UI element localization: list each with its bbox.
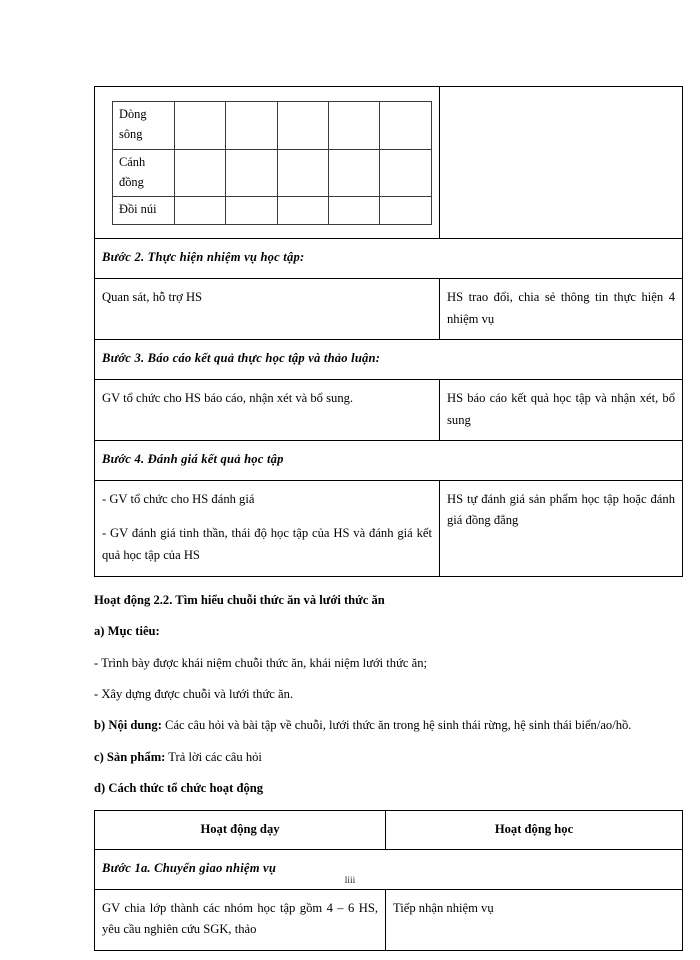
page-number: liii [344, 876, 356, 886]
grid-cell-empty[interactable] [174, 149, 225, 197]
table-row [113, 102, 432, 150]
student-activity-text: Tiếp nhận nhiệm vụ [393, 900, 494, 915]
product-text: Trả lời các câu hỏi [168, 749, 262, 764]
grid-cell-empty[interactable] [174, 197, 225, 225]
student-activity-cell-4 [440, 480, 683, 576]
grid-cell-empty[interactable] [380, 149, 432, 197]
teacher-activity-text: - GV tổ chức cho HS đánh giá [102, 491, 255, 506]
activity-steps-table-top [94, 86, 683, 577]
table-row [95, 889, 683, 950]
table-row [95, 340, 683, 380]
teacher-activity-cell-3 [95, 379, 440, 440]
habitat-label-hill: Đồi núi [113, 197, 175, 225]
step-heading-3: Bước 3. Báo cáo kết quả thực học tập và thảo luận: [95, 340, 683, 380]
activity-title: Hoạt động 2.2. Tìm hiểu chuỗi thức ăn và lưới thức ăn [94, 592, 385, 607]
nested-grid-cell [95, 87, 440, 239]
grid-cell-empty[interactable] [380, 197, 432, 225]
activity-section [94, 590, 652, 799]
teacher-activity-text: GV tổ chức cho HS báo cáo, nhận xét và bổ sung. [102, 390, 354, 405]
product-label: c) Sản phẩm: [94, 749, 166, 764]
teacher-activity-cell-4 [95, 480, 440, 576]
grid-cell-empty[interactable] [380, 102, 432, 150]
step-heading-4: Bước 4. Đánh giá kết quả học tập [95, 441, 683, 481]
column-header-teaching: Hoạt động dạy [95, 810, 386, 850]
habitat-grid-table [112, 101, 432, 225]
grid-cell-empty[interactable] [328, 149, 379, 197]
step-heading-1a: Bước 1a. Chuyển giao nhiệm vụ [95, 850, 683, 890]
column-header-learning: Hoạt động học [386, 810, 683, 850]
student-activity-cell-empty [440, 87, 683, 239]
organization-heading: d) Cách thức tổ chức hoạt động [94, 781, 264, 796]
table-row [95, 278, 683, 339]
page-content [94, 86, 675, 951]
grid-cell-empty[interactable] [277, 149, 328, 197]
table-row [95, 441, 683, 481]
table-row [95, 480, 683, 576]
content-paragraph [94, 715, 652, 735]
student-activity-cell-1a [386, 889, 683, 950]
student-activity-cell-3 [440, 379, 683, 440]
grid-cell-empty[interactable] [328, 197, 379, 225]
objective-item: - Xây dựng được chuỗi và lưới thức ăn. [94, 686, 294, 701]
step-heading-2: Bước 2. Thực hiện nhiệm vụ học tập: [95, 239, 683, 279]
habitat-label-field: Cánh đồng [113, 149, 175, 197]
table-row [95, 239, 683, 279]
grid-cell-empty[interactable] [226, 102, 277, 150]
teacher-activity-text: Quan sát, hỗ trợ HS [102, 289, 203, 304]
teacher-activity-cell-1a [95, 889, 386, 950]
teacher-activity-cell-2 [95, 278, 440, 339]
habitat-label-river: Dòng sông [113, 102, 175, 150]
table-row [95, 379, 683, 440]
table-row [113, 197, 432, 225]
student-activity-text: HS báo cáo kết quả học tập và nhận xét, bổ sung [447, 390, 675, 427]
grid-cell-empty[interactable] [277, 102, 328, 150]
product-paragraph [94, 747, 652, 767]
content-label: b) Nội dung: [94, 718, 162, 733]
grid-cell-empty[interactable] [328, 102, 379, 150]
teacher-activity-text: GV chia lớp thành các nhóm học tập gồm 4 – 6 HS, yêu cầu nghiên cứu SGK, thảo [102, 900, 378, 937]
student-activity-text: HS trao đổi, chia sẻ thông tin thực hiện 4 nhiệm vụ [447, 289, 675, 326]
grid-cell-empty[interactable] [226, 197, 277, 225]
table-row [95, 810, 683, 850]
table-row [113, 149, 432, 197]
content-text: Các câu hỏi và bài tập về chuỗi, lưới thức ăn trong hệ sinh thái rừng, hệ sinh thái biển/ao/hồ. [165, 718, 632, 733]
grid-cell-empty[interactable] [277, 197, 328, 225]
table-row [95, 87, 683, 239]
grid-cell-empty[interactable] [226, 149, 277, 197]
teacher-activity-text: - GV đánh giá tinh thần, thái độ học tập của HS và đánh giá kết quả học tập của HS [102, 526, 432, 563]
objective-item: - Trình bày được khái niệm chuỗi thức ăn, khái niệm lưới thức ăn; [94, 655, 428, 670]
objective-heading: a) Mục tiêu: [94, 624, 160, 639]
grid-cell-empty[interactable] [174, 102, 225, 150]
student-activity-cell-2 [440, 278, 683, 339]
student-activity-text: HS tự đánh giá sản phẩm học tập hoặc đánh giá đồng đẳng [447, 491, 675, 528]
